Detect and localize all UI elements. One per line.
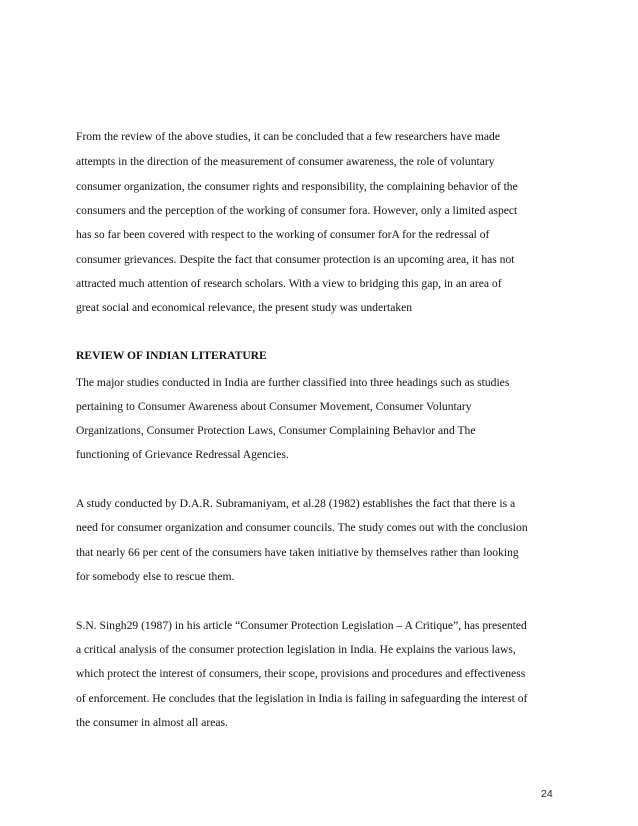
paragraph-line: consumers and the perception of the working of consumer fora. However, only a limited aspect	[76, 204, 518, 217]
paragraph-line: The major studies conducted in India are further classified into three headings such as studies	[76, 376, 510, 389]
paragraph-line: attracted much attention of research scholars. With a view to bridging this gap, in an area of	[76, 277, 502, 290]
paragraph-line: A study conducted by D.A.R. Subramaniyam, et al.28 (1982) establishes the fact that there is a	[76, 497, 516, 510]
paragraph-line: S.N. Singh29 (1987) in his article “Consumer Protection Legislation – A Critique”, has presented	[76, 619, 527, 632]
section-heading: REVIEW OF INDIAN LITERATURE	[76, 349, 267, 362]
paragraph-line: that nearly 66 per cent of the consumers have taken initiative by themselves rather than looking	[76, 546, 519, 559]
paragraph-line: From the review of the above studies, it can be concluded that a few researchers have made	[76, 130, 500, 143]
paragraph-line: a critical analysis of the consumer protection legislation in India. He explains the various laws,	[76, 643, 516, 656]
paragraph-line: great social and economical relevance, the present study was undertaken	[76, 301, 413, 314]
paragraph-line: functioning of Grievance Redressal Agencies.	[76, 448, 289, 461]
paragraph-line: the consumer in almost all areas.	[76, 716, 228, 729]
paragraph-line: which protect the interest of consumers, their scope, provisions and procedures and effectiveness	[76, 667, 526, 680]
paragraph-line: has so far been covered with respect to the working of consumer forA for the redressal of	[76, 228, 490, 241]
paragraph-line: for somebody else to rescue them.	[76, 570, 235, 583]
page-number: 24	[541, 788, 553, 800]
paragraph-line: Organizations, Consumer Protection Laws, Consumer Complaining Behavior and The	[76, 424, 476, 437]
paragraph-line: need for consumer organization and consumer councils. The study comes out with the conclusion	[76, 521, 528, 534]
paragraph-line: of enforcement. He concludes that the legislation in India is failing in safeguarding the interest of	[76, 692, 528, 705]
paragraph-line: attempts in the direction of the measurement of consumer awareness, the role of voluntary	[76, 155, 495, 168]
paragraph-line: pertaining to Consumer Awareness about Consumer Movement, Consumer Voluntary	[76, 400, 472, 413]
paragraph-line: consumer organization, the consumer rights and responsibility, the complaining behavior of the	[76, 180, 518, 193]
paragraph-line: consumer grievances. Despite the fact that consumer protection is an upcoming area, it has not	[76, 253, 515, 266]
